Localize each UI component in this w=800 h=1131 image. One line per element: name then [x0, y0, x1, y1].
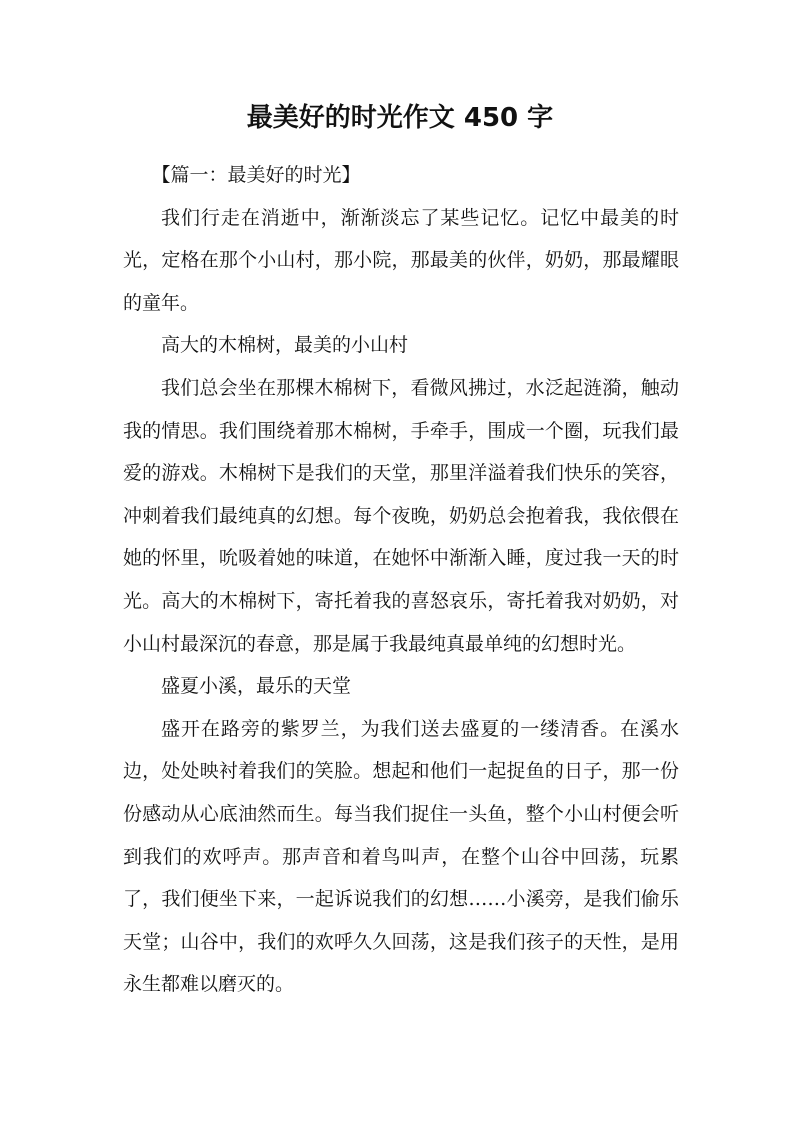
paragraph: 我们总会坐在那棵木棉树下，看微风拂过，水泛起涟漪，触动我的情思。我们围绕着那木棉树，手牵手，围成一个圈，玩我们最爱的游戏。木棉树下是我们的天堂，那里洋溢着我们快乐的笑容，冲刺着我们最纯真的幻想。每个夜晚，奶奶总会抱着我，我依偎在她的怀里，吮吸着她的味道，在她怀中渐渐入睡，度过我一天的时光。高大的木棉树下，寄托着我的喜怒哀乐，寄托着我对奶奶，对小山村最深沉的春意，那是属于我最纯真最单纯的幻想时光。 [123, 376, 679, 655]
subheading: 高大的木棉树，最美的小山村 [161, 334, 409, 357]
subheading: 盛夏小溪，最乐的天堂 [161, 675, 352, 698]
paragraph: 我们行走在消逝中，渐渐淡忘了某些记忆。记忆中最美的时光，定格在那个小山村，那小院，那最美的伙伴，奶奶，那最耀眼的童年。 [123, 206, 679, 314]
section-heading: 【篇一：最美好的时光】 [151, 164, 361, 186]
document-body [123, 154, 679, 1006]
document-title: 最美好的时光作文 450 字 [246, 103, 554, 133]
paragraph: 盛开在路旁的紫罗兰，为我们送去盛夏的一缕清香。在溪水边，处处映衬着我们的笑脸。想起和他们一起捉鱼的日子，那一份份感动从心底油然而生。每当我们捉住一头鱼，整个小山村便会听到我们的欢呼声。那声音和着鸟叫声，在整个山谷中回荡，玩累了，我们便坐下来，一起诉说我们的幻想……小溪旁，是我们偷乐天堂；山谷中，我们的欢呼久久回荡，这是我们孩子的天性，是用永生都难以磨灭的。 [123, 717, 679, 996]
